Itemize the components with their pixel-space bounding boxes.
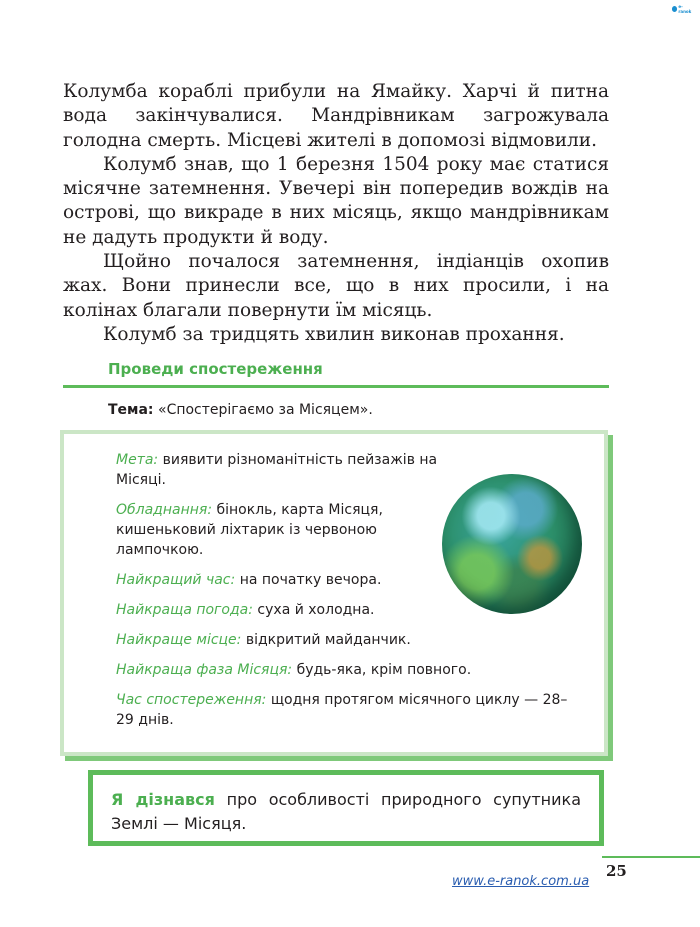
obs-item-phase bbox=[116, 660, 586, 680]
obs-label: Найкраща погода: bbox=[116, 602, 253, 618]
learned-box bbox=[88, 770, 604, 846]
obs-value: будь-яка, крім повного. bbox=[296, 662, 472, 678]
obs-label: Найкраще місце: bbox=[116, 632, 242, 648]
obs-value: суха й холодна. bbox=[257, 602, 375, 618]
obs-item-duration bbox=[116, 690, 576, 730]
topic-line bbox=[108, 402, 373, 418]
obs-value: на початку вечора. bbox=[239, 572, 382, 588]
obs-value: виявити різноманітність пейзажів на Місяці. bbox=[116, 452, 438, 488]
learned-text bbox=[111, 788, 581, 836]
obs-item-goal bbox=[116, 450, 446, 490]
obs-item-weather bbox=[116, 600, 536, 620]
obs-item-place bbox=[116, 630, 566, 650]
moon-image bbox=[442, 474, 582, 614]
section-heading: Проведи спостереження bbox=[108, 360, 323, 378]
section-divider bbox=[63, 385, 609, 388]
learned-body: про особливості природного супутника Землі — Місяця. bbox=[111, 790, 582, 833]
obs-label: Мета: bbox=[116, 452, 159, 468]
story-paragraph-1: Колумба кораблі прибули на Ямайку. Харчі й питна вода закінчувалися. Мандрівникам загрожувала голодна смерть. Місцеві жителі в допомозі відмовили. bbox=[63, 81, 609, 151]
obs-label: Час спостереження: bbox=[116, 692, 267, 708]
obs-label: Найкращий час: bbox=[116, 572, 236, 588]
logo-dot bbox=[672, 6, 677, 12]
website-link[interactable]: www.e-ranok.com.ua bbox=[452, 874, 590, 889]
topic-label: Тема: bbox=[108, 402, 154, 418]
observation-box bbox=[60, 430, 608, 756]
page-number-rule bbox=[602, 856, 700, 858]
obs-value: щодня протягом місячного циклу — 28–29 днів. bbox=[116, 692, 568, 728]
obs-item-equipment bbox=[116, 500, 426, 560]
topic-value: «Спостерігаємо за Місяцем». bbox=[158, 402, 373, 418]
learned-highlight: Я дізнався bbox=[111, 790, 215, 809]
logo-text: e-ranok bbox=[678, 4, 692, 14]
story-text bbox=[63, 80, 609, 347]
story-paragraph-3: Щойно почалося затемнення, індіанців охопив жах. Вони принесли все, що в них просили, і на колінах благали повернути їм місяць. bbox=[63, 251, 609, 321]
obs-label: Найкраща фаза Місяця: bbox=[116, 662, 293, 678]
page-number: 25 bbox=[606, 862, 627, 880]
publisher-logo-icon bbox=[672, 3, 694, 15]
obs-value: бінокль, карта Місяця, кишеньковий ліхтарик із червоною лампочкою. bbox=[116, 502, 383, 558]
obs-value: відкритий майданчик. bbox=[245, 632, 411, 648]
story-paragraph-4: Колумб за тридцять хвилин виконав прохання. bbox=[103, 323, 565, 345]
story-paragraph-2: Колумб знав, що 1 березня 1504 року має статися місячне затемнення. Увечері він попередив вождів на острові, що викраде в них місяць, якщо мандрівникам не дадуть продукти й воду. bbox=[63, 153, 609, 248]
obs-label: Обладнання: bbox=[116, 502, 213, 518]
